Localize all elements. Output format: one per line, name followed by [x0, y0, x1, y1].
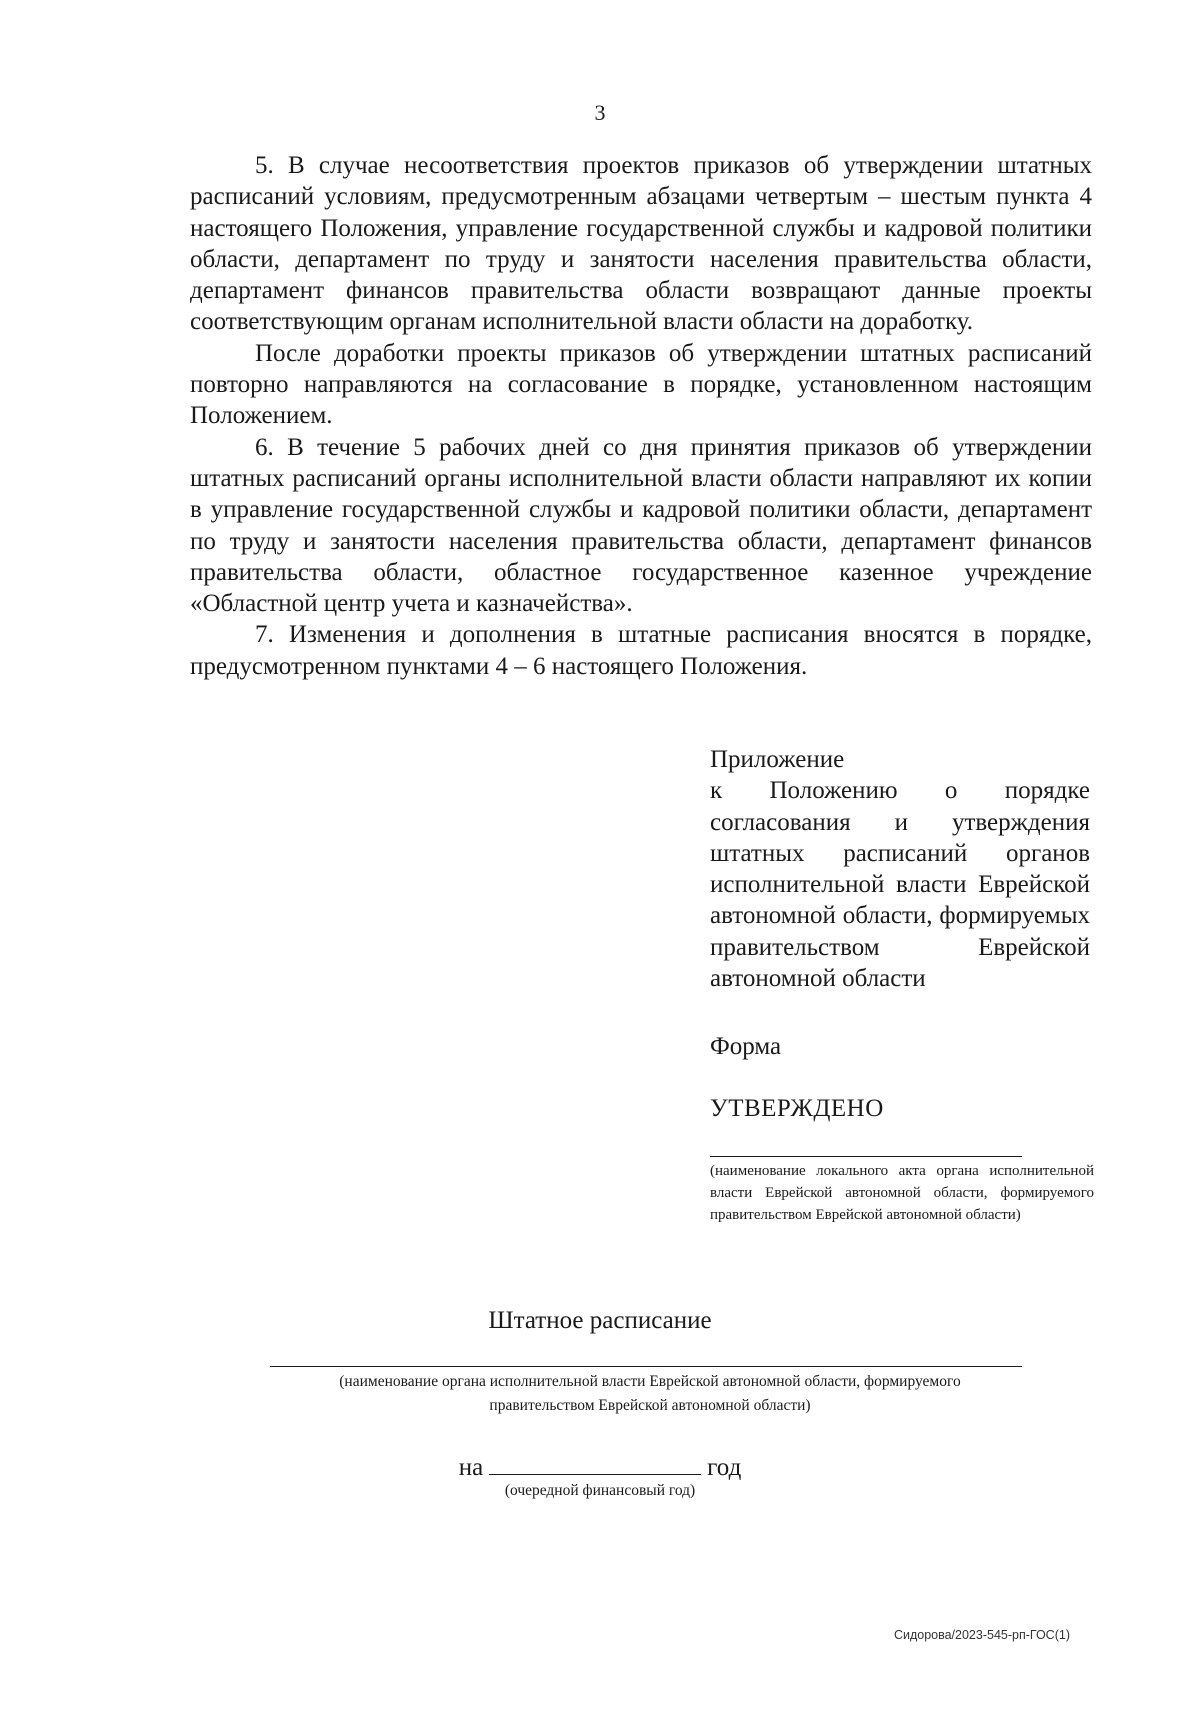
year-suffix: год: [707, 1454, 742, 1481]
paragraph-5: 5. В случае несоответствия проектов приказов об утверждении штатных расписаний условиям, предусмотренным абзацами четвертым – шестым пункта 4 настоящего Положения, управление государственной службы и кадровой политики области, департамент по труду и занятости населения правительства области, департамент финансов правительства области возвращают данные проекты соответствующим органам исполнительной власти области на доработку.: [190, 152, 1092, 336]
paragraph-7: 7. Изменения и дополнения в штатные расписания вносятся в порядке, предусмотренном пунктами 4 – 6 настоящего Положения.: [190, 621, 1092, 680]
org-caption-line-1: (наименование органа исполнительной власти Еврейской автономной области, формируемого: [339, 1373, 961, 1390]
paragraph-after-revision: После доработки проекты приказов об утверждении штатных расписаний повторно направляются на согласование в порядке, установленном настоящим Положением.: [190, 339, 1092, 430]
approval-caption: (наименование локального акта органа исполнительной власти Еврейской автономной области, формируемого правительством Еврейской автономной области): [710, 1163, 1094, 1223]
approval-signature-line: [710, 1156, 1022, 1157]
appendix-block: [710, 744, 1090, 994]
year-caption: (очередной финансовый год): [504, 1482, 696, 1499]
org-name-line: [270, 1366, 1022, 1367]
org-caption-line-2: правительством Еврейской автономной области): [489, 1397, 811, 1414]
appendix-reference: к Положению о порядке согласования и утверждения штатных расписаний органов исполнительной власти Еврейской автономной области, формируемых правительством Еврейской автономной области: [710, 777, 1090, 993]
year-prefix: на: [458, 1454, 484, 1481]
staff-schedule-title: Штатное расписание: [488, 1307, 712, 1334]
paragraph-6: 6. В течение 5 рабочих дней со дня принятия приказов об утверждении штатных расписаний органы исполнительной власти области направляют их копии в управление государственной службы и кадровой политики области, департамент по труду и занятости населения правительства области, департамент финансов правительства области, областное государственное казенное учреждение «Областной центр учета и казначейства».: [190, 433, 1092, 618]
page-number: 3: [594, 100, 606, 125]
year-blank-line: [489, 1452, 701, 1475]
footer-document-id: Сидорова/2023-545-рп-ГОС(1): [893, 1628, 1070, 1642]
year-row: [0, 1452, 1200, 1482]
approved-label: УТВЕРЖДЕНО: [710, 1095, 884, 1122]
org-caption: [240, 1370, 1060, 1418]
body-text: [190, 150, 1092, 682]
form-label: Форма: [710, 1033, 782, 1060]
appendix-title: Приложение: [710, 746, 845, 773]
